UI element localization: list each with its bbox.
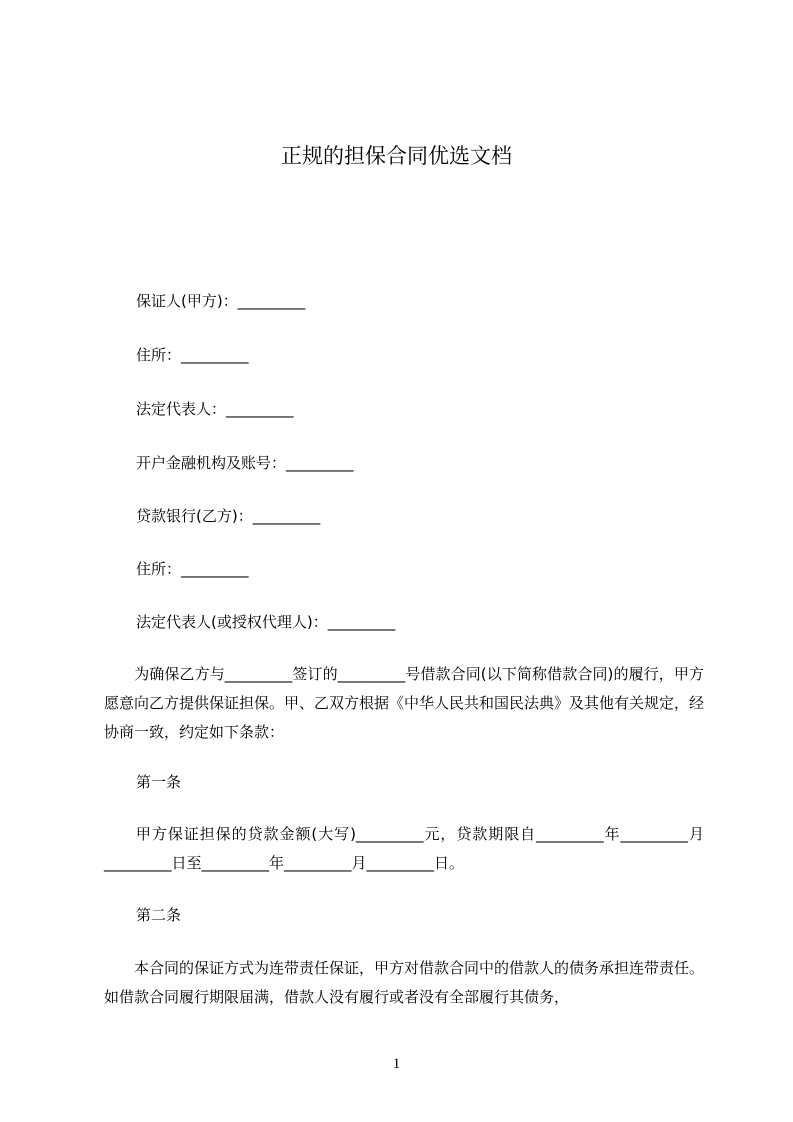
field-guarantor-address: 住所：_________ <box>136 346 249 364</box>
field-lender-bank: 贷款银行(乙方)：_________ <box>136 507 321 525</box>
document-title: 正规的担保合同优选文档 <box>281 144 512 168</box>
article-2-paragraph <box>104 954 704 1012</box>
field-lender-address: 住所：_________ <box>136 560 249 578</box>
field-lender-legal-rep: 法定代表人(或授权代理人)：_________ <box>136 613 396 631</box>
page-number: 1 <box>392 1056 401 1072</box>
field-guarantor: 保证人(甲方)：_________ <box>136 292 306 310</box>
field-guarantor-legal-rep: 法定代表人：_________ <box>136 400 294 418</box>
intro-text: 为确保乙方与_________签订的_________号借款合同(以下简称借款合同)的履行，甲方愿意向乙方提供保证担保。甲、乙双方根据《中华人民共和国民法典》及其他有关规定，经协商一致，约定如下条款： <box>104 665 705 741</box>
article-1-paragraph <box>104 820 704 878</box>
article-2-text: 本合同的保证方式为连带责任保证，甲方对借款合同中的借款人的债务承担连带责任。如借款合同履行期限届满，借款人没有履行或者没有全部履行其债务， <box>104 959 705 1006</box>
field-bank-account: 开户金融机构及账号：_________ <box>136 454 354 472</box>
article-2-heading: 第二条 <box>136 906 182 924</box>
intro-paragraph <box>104 660 704 747</box>
article-1-heading: 第一条 <box>136 773 182 791</box>
article-1-text: 甲方保证担保的贷款金额(大写)_________元，贷款期限自_________年_________月_________日至_________年_________月_________日。 <box>104 825 704 872</box>
